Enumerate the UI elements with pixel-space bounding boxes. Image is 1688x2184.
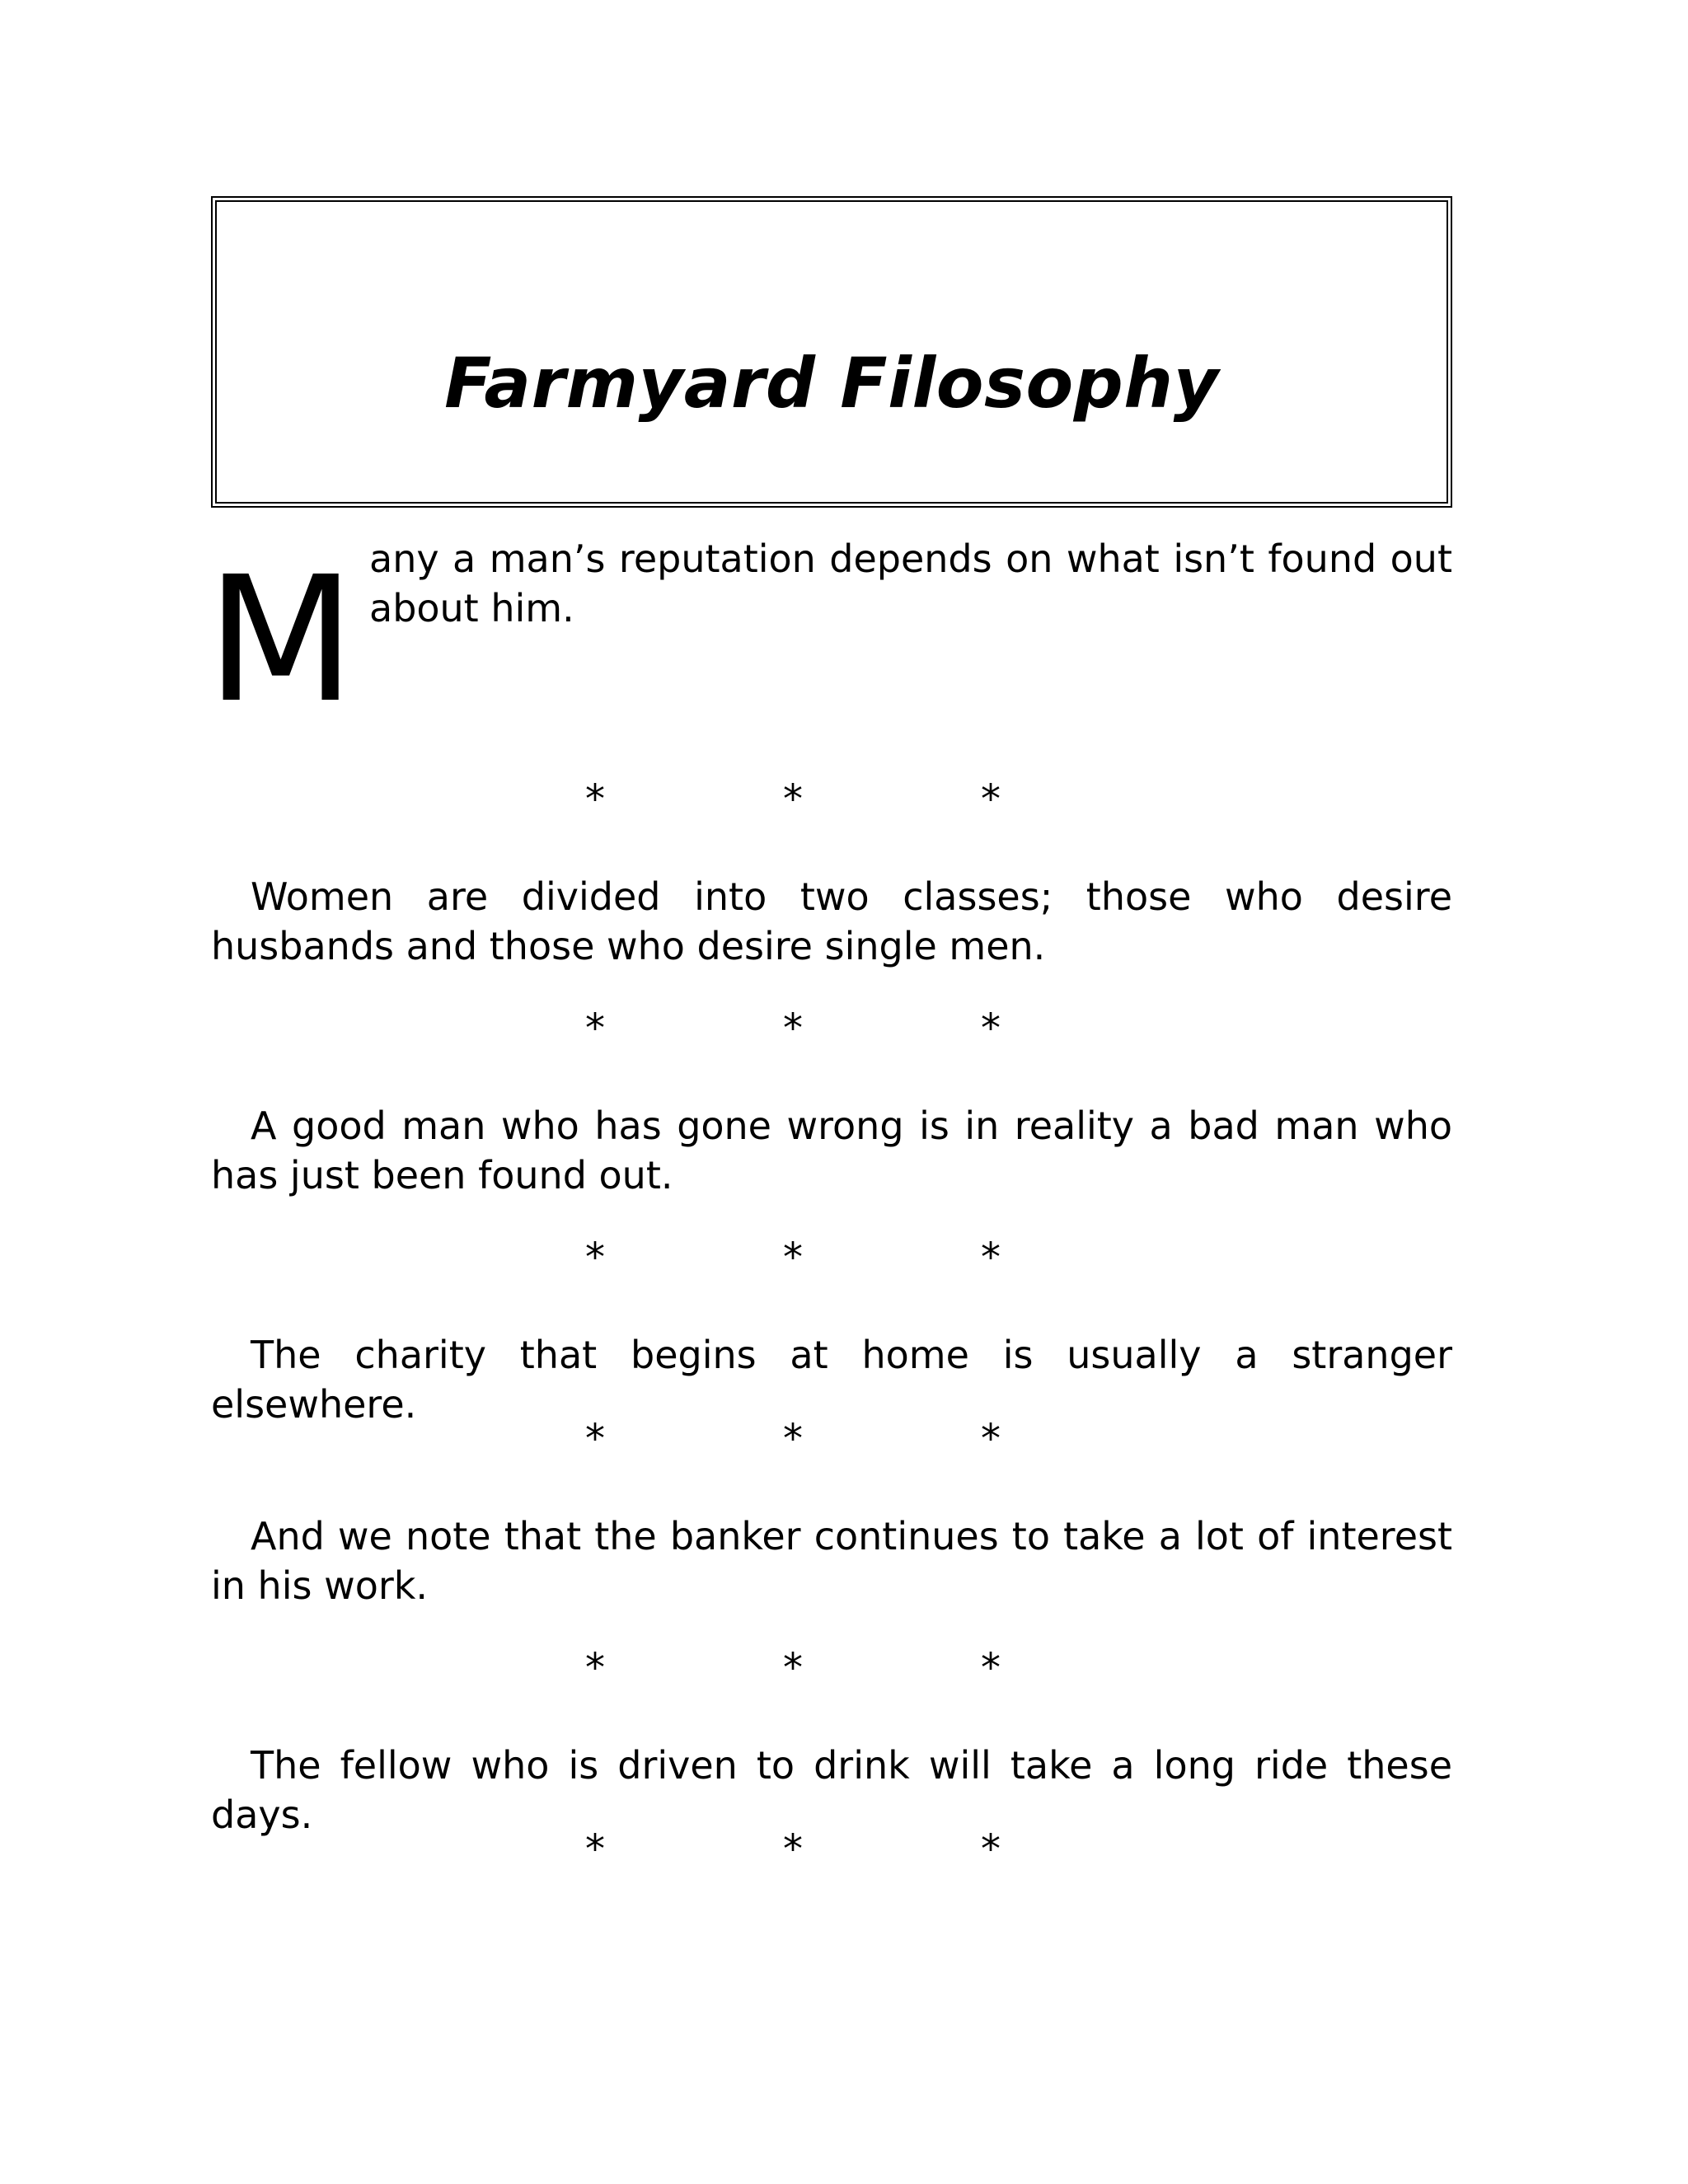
- separator-star: *: [585, 776, 605, 823]
- drop-cap: M: [206, 539, 356, 741]
- separator-1: [0, 775, 1688, 824]
- separator-2: [0, 1004, 1688, 1053]
- page-title: Farmyard Filosophy: [444, 343, 1219, 424]
- separator-star: *: [783, 1235, 803, 1281]
- separator-star: *: [585, 1645, 605, 1691]
- paragraph-3: A good man who has gone wrong is in reality a bad man who has just been found out.: [211, 1104, 1452, 1197]
- separator-star: *: [783, 1826, 803, 1872]
- separator-6: [0, 1825, 1688, 1874]
- separator-star: *: [783, 1416, 803, 1462]
- paragraph-4: The charity that begins at home is usually a stranger elsewhere.: [211, 1333, 1452, 1427]
- separator-star: *: [585, 1235, 605, 1281]
- separator-star: *: [783, 776, 803, 823]
- paragraph-2: Women are divided into two classes; those who desire husbands and those who desire single men.: [211, 874, 1452, 968]
- separator-star: *: [981, 1235, 1001, 1281]
- separator-star: *: [585, 1005, 605, 1052]
- paragraph-1: any a man’s reputation depends on what isn’t found out about him.: [369, 537, 1452, 630]
- separator-star: *: [981, 1416, 1001, 1462]
- separator-star: *: [981, 1005, 1001, 1052]
- separator-star: *: [981, 1645, 1001, 1691]
- separator-star: *: [783, 1005, 803, 1052]
- separator-4: [0, 1414, 1688, 1464]
- paragraph-6: The fellow who is driven to drink will take a long ride these days.: [211, 1743, 1452, 1837]
- separator-star: *: [585, 1826, 605, 1872]
- separator-star: *: [585, 1416, 605, 1462]
- separator-5: [0, 1643, 1688, 1693]
- paragraph-5: And we note that the banker continues to take a lot of interest in his work.: [211, 1514, 1452, 1608]
- separator-3: [0, 1233, 1688, 1282]
- title-box: [211, 196, 1452, 508]
- separator-star: *: [981, 1826, 1001, 1872]
- separator-star: *: [783, 1645, 803, 1691]
- separator-star: *: [981, 776, 1001, 823]
